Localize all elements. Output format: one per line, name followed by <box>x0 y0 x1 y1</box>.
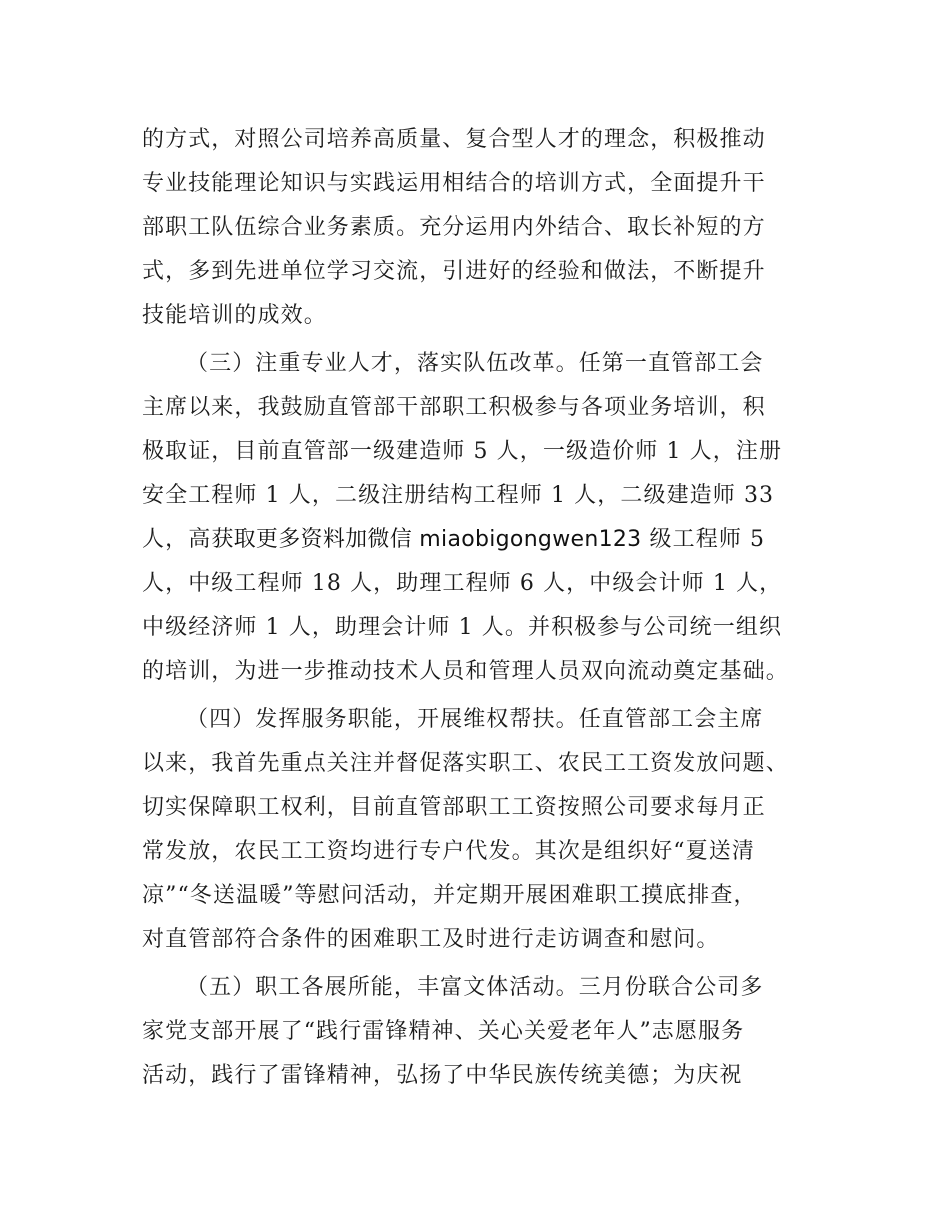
paragraph-line: 主席以来，我鼓励直管部干部职工积极参与各项业务培训，积 <box>142 395 766 420</box>
watermark-overlay-text: 获取更多资料加微信 miaobigongwen123 <box>211 527 642 552</box>
paragraph-line: 凉”“冬送温暖”等慰问活动，并定期开展困难职工摸底排查， <box>142 883 757 908</box>
paragraph-line: 切实保障职工权利，目前直管部职工工资按照公司要求每月正 <box>142 795 766 820</box>
paragraph-line: 专业技能理论知识与实践运用相结合的培训方式，全面提升干 <box>142 171 766 196</box>
paragraph-line: 极取证，目前直管部一级建造师 5 人，一级造价师 1 人，注册 <box>142 439 783 464</box>
paragraph-line: 人，中级工程师 18 人，助理工程师 6 人，中级会计师 1 人， <box>142 571 783 596</box>
paragraph-line: （四）发挥服务职能，开展维权帮扶。任直管部工会主席 <box>186 707 764 732</box>
paragraph-line: 式，多到先进单位学习交流，引进好的经验和做法，不断提升 <box>142 259 766 284</box>
paragraph-line: 的培训，为进一步推动技术人员和管理人员双向流动奠定基础。 <box>142 659 789 684</box>
paragraph-line: 部职工队伍综合业务素质。充分运用内外结合、取长补短的方 <box>142 215 766 240</box>
paragraph-line: 家党支部开展了“践行雷锋精神、关心关爱老年人”志愿服务 <box>142 1019 745 1044</box>
paragraph-line: 以来，我首先重点关注并督促落实职工、农民工工资发放问题、 <box>142 751 789 776</box>
paragraph-line: 技能培训的成效。 <box>142 303 327 328</box>
paragraph-line-with-overlay <box>142 518 832 562</box>
paragraph-line: （五）职工各展所能，丰富文体活动。三月份联合公司多 <box>186 975 764 1000</box>
line-text-pre: 人，高 <box>142 527 212 552</box>
paragraph-line: 中级经济师 1 人，助理会计师 1 人。并积极参与公司统一组织 <box>142 615 783 640</box>
line-text-post: 级工程师 5 <box>641 527 766 552</box>
paragraph-line: 常发放，农民工工资均进行专户代发。其次是组织好“夏送清 <box>142 839 755 864</box>
paragraph-line: （三）注重专业人才，落实队伍改革。任第一直管部工会 <box>186 351 764 376</box>
paragraph-line: 对直管部符合条件的困难职工及时进行走访调查和慰问。 <box>142 927 720 952</box>
paragraph-line: 的方式，对照公司培养高质量、复合型人才的理念，积极推动 <box>142 127 766 152</box>
paragraph-line: 活动，践行了雷锋精神，弘扬了中华民族传统美德；为庆祝 <box>142 1063 743 1088</box>
paragraph-line: 安全工程师 1 人，二级注册结构工程师 1 人，二级建造师 33 <box>142 483 775 508</box>
